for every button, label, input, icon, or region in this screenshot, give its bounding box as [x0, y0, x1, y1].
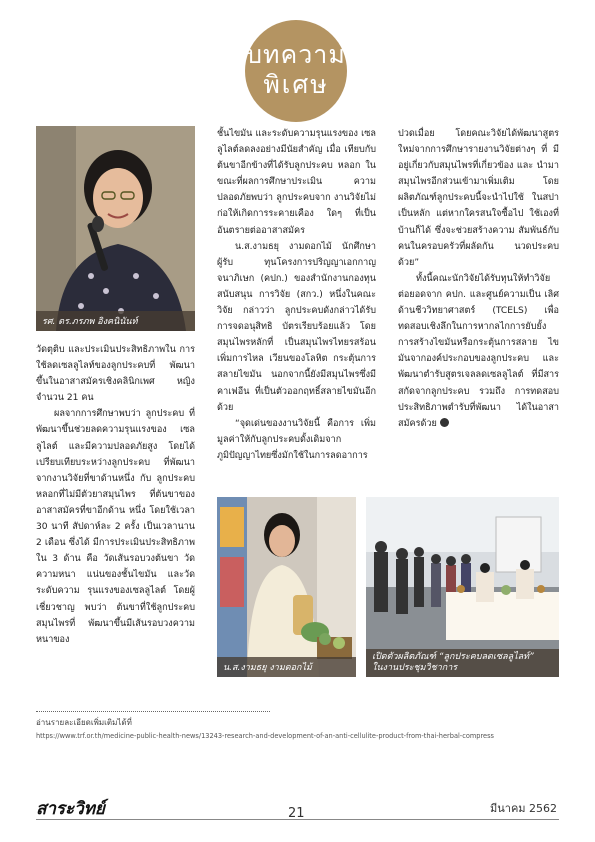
article-column-1 — [36, 342, 195, 648]
portrait-illustration — [36, 126, 195, 331]
paragraph — [398, 271, 559, 432]
event-caption-line1: เปิดตัวผลิตภัณฑ์ “ลูกประคบลดเซลลูไลท์” — [372, 652, 534, 662]
paragraph: ปวดเมื่อย โดยคณะวิจัยได้พัฒนาสูตร ใหม่จากการศึกษารายงานวิจัยต่างๆ ที่ มีอยู่เกี่ยวกับสมุนไพรที่เกี่ยวข้อง และ นำมาสมุนไพรอีกส่วนเข้ามาเพิ่มเติม โดยผลิตภัณฑ์ลูกประคบนี้จะนำไปใช้ ในสปาเป็นหลัก แต่หากใครสนใจซื้อไป ใช้เองที่บ้านก็ได้ ซึ่งจะช่วยสร้างความ สัมพันธ์กับคนในครอบครัวที่ผลัดกัน นวดประคบด้วย” — [398, 129, 559, 268]
reference-link[interactable]: https://www.trf.or.th/medicine-public-health-news/13243-research-and-development-of-an-anti-cellulite-product-from-thai-herbal-compress — [36, 732, 494, 740]
event-photo — [366, 497, 559, 677]
footer-divider — [36, 819, 559, 820]
issue-date: มีนาคม 2562 — [490, 802, 558, 815]
section-badge — [245, 20, 347, 122]
reference-label: อ่านรายละเอียดเพิ่มเติมได้ที่ — [36, 718, 132, 727]
researcher-caption: น.ส.งามธยุ งามดอกไม้ — [217, 657, 356, 677]
event-caption — [366, 649, 559, 677]
end-mark-icon — [440, 418, 449, 427]
article-column-2 — [217, 126, 376, 464]
paragraph: วัดตุติบ และประเมินประสิทธิภาพใน การใช้ลดเซลลูไลท์ของลูกประคบที่ พัฒนาขึ้นในอาสาสมัครเชิงคลินิกเพศ หญิงจำนวน 21 คน — [36, 345, 195, 404]
magazine-logo: สาระวิทย์ — [36, 799, 105, 819]
reference-divider — [36, 711, 270, 712]
badge-line2: พิเศษ — [263, 70, 329, 99]
paragraph: “จุดเด่นของงานวิจัยนี้ คือการ เพิ่มมูลค่าให้กับลูกประคบดั้งเดิมจาก ภูมิปัญญาไทยซึ่งมักใช้ในการลดอาการ — [217, 418, 376, 461]
paragraph: ชั้นไขมัน และระดับความรุนแรงของ เซลลูไลต์ลดลงอย่างมีนัยสำคัญ เมื่อ เทียบกับต้นขาอีกข้างที่ได้รับลูกประคบ หลอก ในขณะที่ผลการศึกษาประเมิน ความปลอดภัยพบว่า ลูกประคบจาก งานวิจัยไม่ก่อให้เกิดการระคายเคือง ใดๆ ที่เป็นอันตรายต่ออาสาสมัคร — [217, 129, 376, 236]
article-column-3 — [398, 126, 559, 432]
researcher-portrait — [36, 126, 195, 331]
page-number: 21 — [288, 806, 305, 821]
badge-line1: บทความ — [246, 40, 346, 69]
paragraph: ผลจากการศึกษาพบว่า ลูกประคบ ที่พัฒนาขึ้นช่วยลดความรุนแรงของ เซลลูไลต์ และมีความปลอดภัยสูง โดยได้เปรียบเทียบระหว่างลูกประคบ ที่พัฒนาจากงานวิจัยที่ขาด้านหนึ่ง กับ ลูกประคบหลอกที่ไม่มีตัวยาสมุนไพร ที่ต้นขาของอาสาสมัครที่ขาอีกด้าน หนึ่ง โดยใช้เวลา 30 นาที สัปดาห์ละ 2 ครั้ง เป็นเวลานาน 2 เดือน ซึ่งได้ มีการประเมินประสิทธิภาพใน 3 ด้าน คือ วัดเส้นรอบวงต้นขา วัดความหนา แน่นของชั้นไขมัน และวัดระดับความ รุนแรงของเซลลูไลต์ โดยผู้เชี่ยวชาญ พบว่า ต้นขาที่ใช้ลูกประคบสมุนไพรที่ พัฒนาขึ้นมีเส้นรอบวงความหนาของ — [36, 409, 195, 645]
researcher-photo — [217, 497, 356, 677]
paragraph-text: ทั้งนี้คณะนักวิจัยได้รับทุนให้ทำวิจัย ต่อยอดจาก คปก. และศูนย์ความเป็น เลิศด้านชีววิทยาศาสตร์ (TCELS) เพื่อ ทดสอบเชิงลึกในการหากลไกการยับยั้ง การสร้างไขมันหรือกระตุ้นการสลาย ไขมันจากองค์ประกอบของลูกประคบ และพัฒนาตำรับสูตรเจลลดเซลลูไลต์ ที่มีสารสกัดจากลูกประคบ รวมถึง การทดสอบประสิทธิภาพตำรับที่พัฒนา ได้ในอาสาสมัครด้วย — [398, 273, 559, 429]
event-caption-line2: ในงานประชุมวิชาการ — [372, 663, 458, 673]
portrait-caption: รศ. ดร.ภรภพ อิงคนินันท์ — [36, 311, 195, 331]
paragraph: น.ส.งามธยุ งามดอกไม้ นักศึกษาผู้รับ ทุนโครงการปริญญาเอกกาญจนาภิเษก (คปก.) ของสำนักงานกองทุนสนับสนุน การวิจัย (สกว.) หนึ่งในคณะวิจัย กล่าวว่า ลูกประคบดังกล่าวได้รับการจดอนุสิทธิ บัตรเรียบร้อยแล้ว โดยสมุนไพรหลักที่ เป็นสมุนไพรไทยรสร้อน เพิ่มการไหล เวียนของโลหิต กระตุ้นการสลายไขมัน นอกจากนี้ยังมีสมุนไพรซึ่งมีคาเฟอีน ที่เป็นตัวออกฤทธิ์สลายไขมันอีกด้วย — [217, 241, 376, 413]
researcher-illustration — [217, 497, 356, 677]
